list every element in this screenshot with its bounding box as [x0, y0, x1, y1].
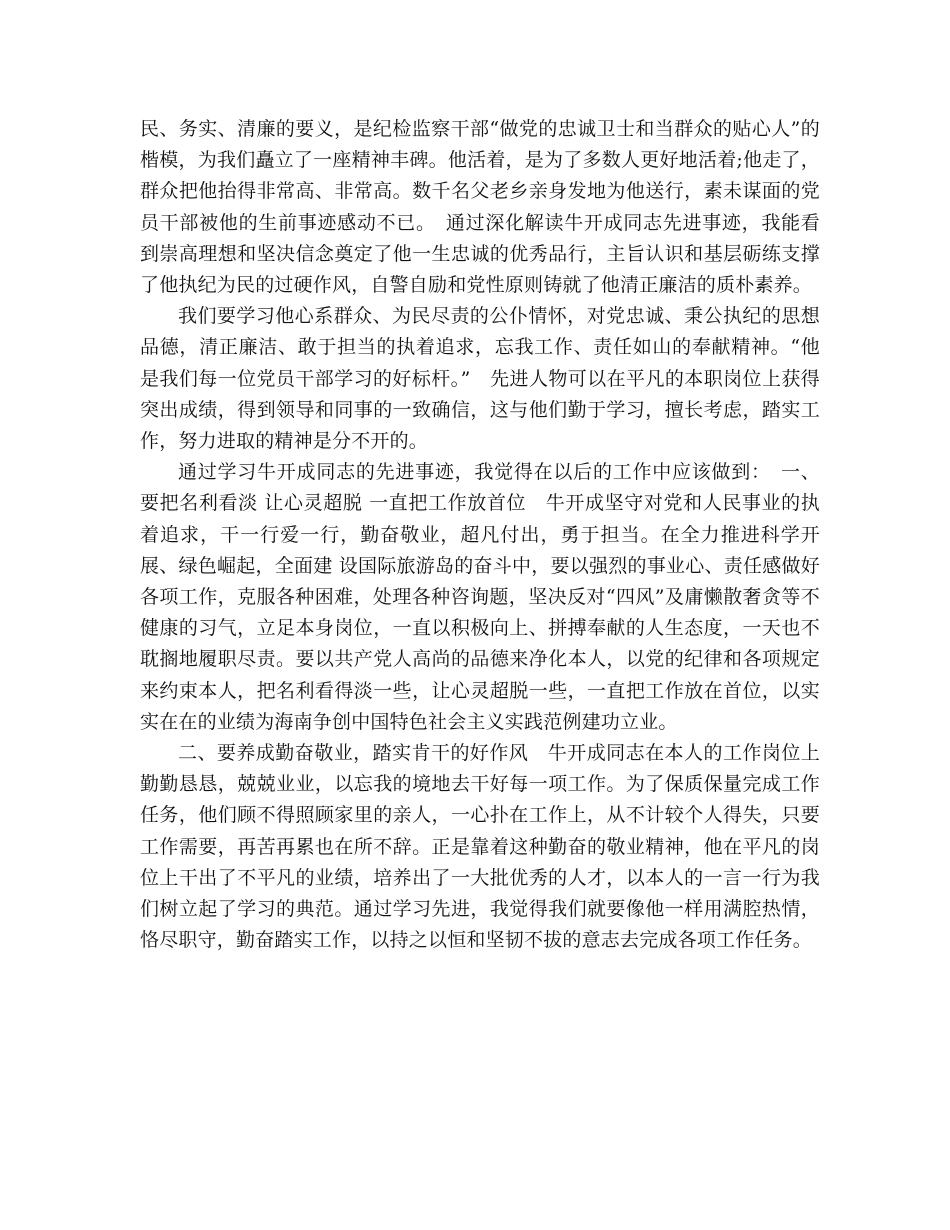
- paragraph-4: 二、要养成勤奋敬业，踏实肯干的好作风 牛开成同志在本人的工作岗位上勤勤恳恳，兢兢业业，以忘我的境地去干好每一项工作。为了保质保量完成工作任务，他们顾不得照顾家里的亲人，一心扑在工作上，从不计较个人得失，只要工作需要，再苦再累也在所不辞。正是靠着这种勤奋的敬业精神，他在平凡的岗位上干出了不平凡的业绩，培养出了一大批优秀的人才，以本人的一言一行为我们树立起了学习的典范。通过学习先进，我觉得我们就要像他一样用满腔热情，恪尽职守，勤奋踏实工作，以持之以恒和坚韧不拔的意志去完成各项工作任务。: [140, 742, 820, 952]
- paragraph-2: 我们要学习他心系群众、为民尽责的公仆情怀，对党忠诚、秉公执纪的思想品德，清正廉洁、敢于担当的执着追求，忘我工作、责任如山的奉献精神。“他是我们每一位党员干部学习的好标杆。” 先进人物可以在平凡的本职岗位上获得突出成绩，得到领导和同事的一致确信，这与他们勤于学习，擅长考虑，踏实工作，努力进取的精神是分不开的。: [140, 305, 820, 453]
- paragraph-1: 民、务实、清廉的要义，是纪检监察干部“做党的忠诚卫士和当群众的贴心人”的楷模，为我们矗立了一座精神丰碑。他活着，是为了多数人更好地活着;他走了，群众把他抬得非常高、非常高。数千名父老乡亲身发地为他送行，素未谋面的党员干部被他的生前事迹感动不已。 通过深化解读牛开成同志先进事迹，我能看到崇高理想和坚决信念奠定了他一生忠诚的优秀品行，主旨认识和基层砺练支撑了他执纪为民的过硬作风，自警自励和党性原则铸就了他清正廉洁的质朴素养。: [140, 118, 820, 297]
- paragraph-3: 通过学习牛开成同志的先进事迹，我觉得在以后的工作中应该做到： 一、要把名利看淡 让心灵超脱 一直把工作放首位 牛开成坚守对党和人民事业的执着追求，干一行爱一行，勤奋敬业，超凡付出，勇于担当。在全力推进科学开展、绿色崛起，全面建 设国际旅游岛的奋斗中，要以强烈的事业心、责任感做好各项工作，克服各种困难，处理各种咨询题，坚决反对“四风”及庸懒散奢贪等不健康的习气，立足本身岗位，一直以积极向上、拼搏奉献的人生态度，一天也不耽搁地履职尽责。要以共产党人高尚的品德来净化本人，以党的纪律和各项规定来约束本人，把名利看得淡一些，让心灵超脱一些，一直把工作放在首位，以实实在在的业绩为海南争创中国特色社会主义实践范例建功立业。: [140, 461, 820, 733]
- document-body: [140, 114, 820, 956]
